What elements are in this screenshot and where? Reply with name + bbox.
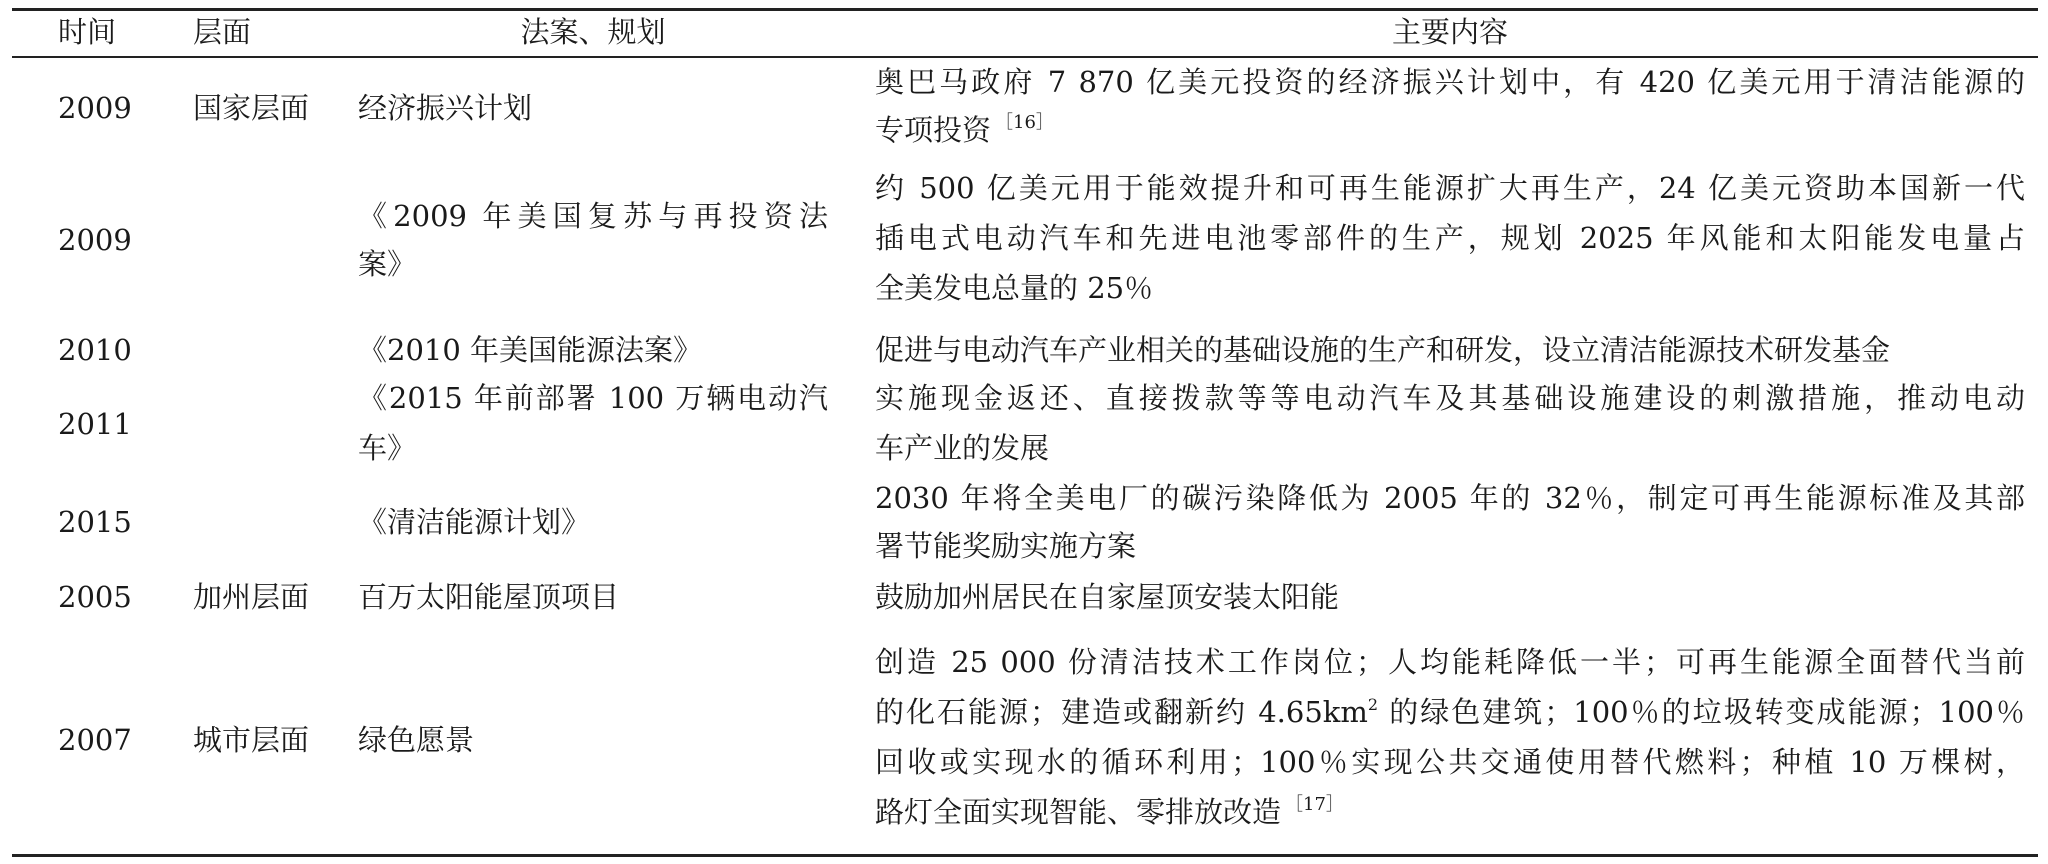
- row-7-law: 绿色愿景: [358, 723, 475, 757]
- row-2-law-line-1: 《2009 年美国复苏与再投资法: [358, 199, 828, 233]
- row-4-law-line-2: 车》: [358, 431, 417, 465]
- row-4-year: 2011: [58, 407, 132, 441]
- row-3-content: 促进与电动汽车产业相关的基础设施的生产和研发，设立清洁能源技术研发基金: [875, 333, 1891, 367]
- row-4-content-line-1: 实施现金返还、直接拨款等等电动汽车及其基础设施建设的刺激措施，推动电动: [875, 381, 2025, 415]
- row-1-content-line-1: 奥巴马政府 7 870 亿美元投资的经济振兴计划中，有 420 亿美元用于清洁能源的: [875, 65, 2025, 99]
- row-4-content-line-2: 车产业的发展: [875, 431, 1050, 465]
- row-6-level: 加州层面: [193, 580, 310, 614]
- row-3-law: 《2010 年美国能源法案》: [358, 333, 703, 367]
- header-level: 层面: [193, 15, 252, 49]
- row-3-year: 2010: [58, 333, 132, 367]
- header-content: 主要内容: [1391, 15, 1508, 49]
- row-1-year: 2009: [58, 91, 132, 125]
- row-7-level: 城市层面: [193, 723, 310, 757]
- row-5-content-line-1: 2030 年将全美电厂的碳污染降低为 2005 年的 32％，制定可再生能源标准及其部: [875, 481, 2025, 515]
- row-5-content-line-2: 署节能奖励实施方案: [875, 529, 1137, 563]
- table-header-rule: [12, 56, 2038, 58]
- row-1-reference: ［16］: [995, 112, 1054, 133]
- row-7-content-line-4: 路灯全面实现智能、零排放改造 $^{[17]}$: [875, 794, 1344, 829]
- row-5-law: 《清洁能源计划》: [358, 505, 591, 539]
- row-7-reference: ［17］: [1285, 794, 1344, 815]
- row-6-content: 鼓励加州居民在自家屋顶安装太阳能: [875, 580, 1340, 614]
- row-6-law: 百万太阳能屋顶项目: [358, 580, 620, 614]
- row-7-superscript: 2: [1367, 695, 1379, 714]
- row-2-content-line-3: 全美发电总量的 25％: [875, 271, 1154, 305]
- row-7-content-line-3: 回收或实现水的循环利用；100％实现公共交通使用替代燃料；种植 10 万棵树，: [875, 745, 2025, 779]
- row-1-law: 经济振兴计划: [358, 91, 533, 125]
- row-1-level: 国家层面: [193, 91, 310, 125]
- row-5-year: 2015: [58, 505, 132, 539]
- row-7-content-line-1: 创造 25 000 份清洁技术工作岗位；人均能耗降低一半；可再生能源全面替代当前: [875, 645, 2025, 679]
- table-bottom-rule: [12, 854, 2038, 857]
- row-2-year: 2009: [58, 223, 132, 257]
- row-1-content-line-2: 专项投资 $^{[16]}$: [875, 112, 1054, 147]
- row-7-content-line-2: 的化石能源；建造或翻新约 $4.65km^2$ 的绿色建筑；100％的垃圾转变成能源；100％: [875, 695, 2025, 729]
- row-2-content-line-2: 插电式电动汽车和先进电池零部件的生产，规划 2025 年风能和太阳能发电量占: [875, 221, 2025, 255]
- header-law: 法案、规划: [520, 15, 666, 49]
- row-7-year: 2007: [58, 723, 132, 757]
- row-2-content-line-1: 约 500 亿美元用于能效提升和可再生能源扩大再生产，24 亿美元资助本国新一代: [875, 171, 2025, 205]
- row-2-law-line-2: 案》: [358, 247, 417, 281]
- header-year: 时间: [58, 15, 117, 49]
- row-6-year: 2005: [58, 580, 132, 614]
- row-4-law-line-1: 《2015 年前部署 100 万辆电动汽: [358, 381, 828, 415]
